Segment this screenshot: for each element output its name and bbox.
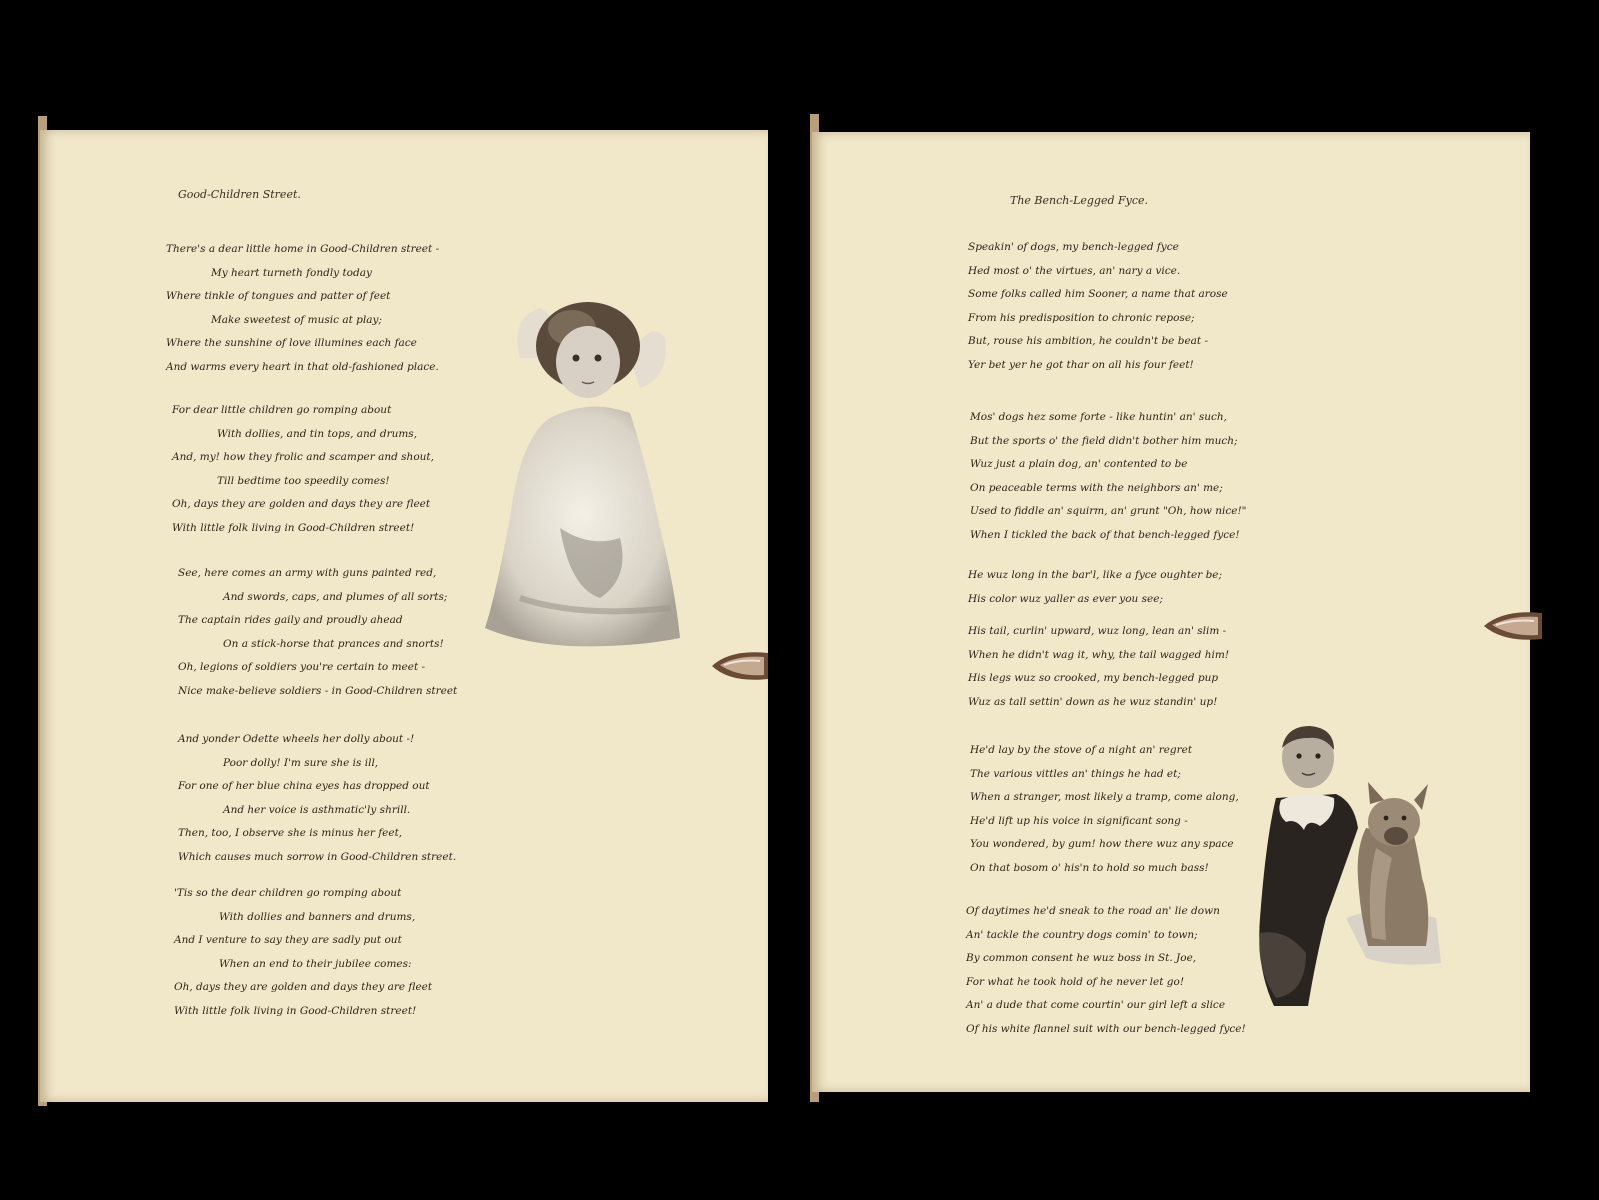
poem-line: When a stranger, most likely a tramp, come along, [970, 791, 1239, 803]
poem-line: And I venture to say they are sadly put out [174, 934, 402, 946]
poem-line: His legs wuz so crooked, my bench-legged pup [968, 672, 1219, 684]
stanza [172, 399, 434, 540]
poem-line: My heart turneth fondly today [211, 266, 372, 279]
poem-line: When I tickled the back of that bench-legged fyce! [970, 528, 1240, 541]
poem-line: And, my! how they frolic and scamper and shout, [172, 451, 434, 463]
stanza [968, 236, 1228, 377]
poem-line: Some folks called him Sooner, a name that arose [968, 288, 1228, 300]
poem-line: He wuz long in the bar'l, like a fyce oughter be; [968, 569, 1223, 581]
poem-line: Till bedtime too speedily comes! [217, 474, 390, 487]
poem-line: There's a dear little home in Good-Children street - [166, 243, 440, 255]
poem-line: An' tackle the country dogs comin' to town; [966, 928, 1198, 941]
stanza [178, 562, 457, 703]
poem-line: With dollies and banners and drums, [219, 910, 416, 923]
poem-line: On a stick-horse that prances and snorts! [223, 637, 444, 650]
poem-line: Oh, days they are golden and days they are fleet [174, 981, 433, 993]
poem-line: He'd lay by the stove of a night an' regret [970, 744, 1193, 756]
stanza [970, 406, 1247, 547]
poem-line: When he didn't wag it, why, the tail wagged him! [968, 648, 1230, 661]
poem-line: Wuz just a plain dog, an' contented to be [970, 458, 1188, 470]
poem-line: With dollies, and tin tops, and drums, [217, 427, 418, 440]
boy-and-dog-photo [1246, 718, 1446, 1010]
poem-line: Where tinkle of tongues and patter of feet [166, 290, 391, 302]
poem-line: The various vittles an' things he had et; [970, 767, 1181, 780]
poem-line: Oh, days they are golden and days they are fleet [172, 498, 431, 510]
left-page [40, 130, 768, 1102]
poem-line: Wuz as tall settin' down as he wuz standin' up! [968, 695, 1218, 708]
poem-line: Yer bet yer he got thar on all his four feet! [968, 358, 1194, 371]
poem-line: Mos' dogs hez some forte - like huntin' an' such, [970, 411, 1227, 423]
poem-line: On that bosom o' his'n to hold so much bass! [970, 861, 1209, 874]
poem-line: On peaceable terms with the neighbors an' me; [970, 481, 1223, 494]
child-portrait-photo [480, 298, 700, 648]
poem-line: But, rouse his ambition, he couldn't be beat - [968, 335, 1209, 347]
poem-line: Of daytimes he'd sneak to the road an' lie down [966, 905, 1220, 917]
poem-title: Good-Children Street. [178, 188, 301, 201]
poem-line: Speakin' of dogs, my bench-legged fyce [968, 241, 1179, 253]
poem-line: When an end to their jubilee comes: [219, 957, 412, 970]
poem-line: But the sports o' the field didn't bother him much; [970, 434, 1238, 447]
poem-line: Poor dolly! I'm sure she is ill, [223, 756, 379, 769]
stanza [966, 900, 1246, 1041]
poem-line: 'Tis so the dear children go romping about [174, 887, 402, 899]
poem-line: And swords, caps, and plumes of all sorts; [223, 590, 448, 603]
stanza [970, 739, 1239, 880]
poem-line: And warms every heart in that old-fashioned place. [166, 360, 439, 373]
poem-line: For dear little children go romping about [172, 404, 392, 416]
poem-line: Nice make-believe soldiers - in Good-Children street [178, 684, 458, 697]
poem-line: And yonder Odette wheels her dolly about -! [178, 733, 415, 745]
stanza [968, 620, 1229, 714]
poem-line: For one of her blue china eyes has dropped out [178, 780, 430, 792]
poem-line: From his predisposition to chronic repose; [968, 311, 1195, 324]
poem-line: With little folk living in Good-Children street! [172, 521, 415, 534]
poem-line: With little folk living in Good-Children street! [174, 1004, 417, 1017]
poem-line: His color wuz yaller as ever you see; [968, 592, 1163, 605]
poem-line: You wondered, by gum! how there wuz any space [970, 838, 1234, 850]
poem-line: Of his white flannel suit with our bench-legged fyce! [966, 1022, 1246, 1035]
poem-line: He'd lift up his voice in significant song - [970, 814, 1188, 827]
stanza [178, 728, 456, 869]
poem-line: Hed most o' the virtues, an' nary a vice. [968, 264, 1181, 277]
poem-line: Then, too, I observe she is minus her feet, [178, 827, 403, 839]
poem-line: Which causes much sorrow in Good-Children street. [178, 850, 457, 863]
poem-line: For what he took hold of he never let go! [966, 975, 1185, 988]
poem-line: The captain rides gaily and proudly ahead [178, 614, 403, 626]
poem-line: And her voice is asthmatic'ly shrill. [223, 803, 411, 816]
poem-line: His tail, curlin' upward, wuz long, lean an' slim - [968, 625, 1227, 637]
left-page-clasp [710, 645, 770, 687]
poem-line: See, here comes an army with guns painted red, [178, 567, 437, 579]
poem-line: Make sweetest of music at play; [211, 313, 382, 326]
right-page-clasp [1482, 605, 1544, 647]
poem-line: Where the sunshine of love illumines each face [166, 337, 417, 349]
right-page [812, 132, 1530, 1092]
stanza [968, 564, 1222, 611]
poem-line: An' a dude that come courtin' our girl left a slice [966, 999, 1226, 1011]
stanza [166, 238, 439, 379]
stanza [174, 882, 432, 1023]
poem-line: Oh, legions of soldiers you're certain to meet - [178, 661, 426, 673]
poem-title: The Bench-Legged Fyce. [1010, 194, 1149, 207]
poem-line: Used to fiddle an' squirm, an' grunt "Oh, how nice!" [970, 505, 1247, 517]
poem-line: By common consent he wuz boss in St. Joe, [966, 952, 1197, 964]
